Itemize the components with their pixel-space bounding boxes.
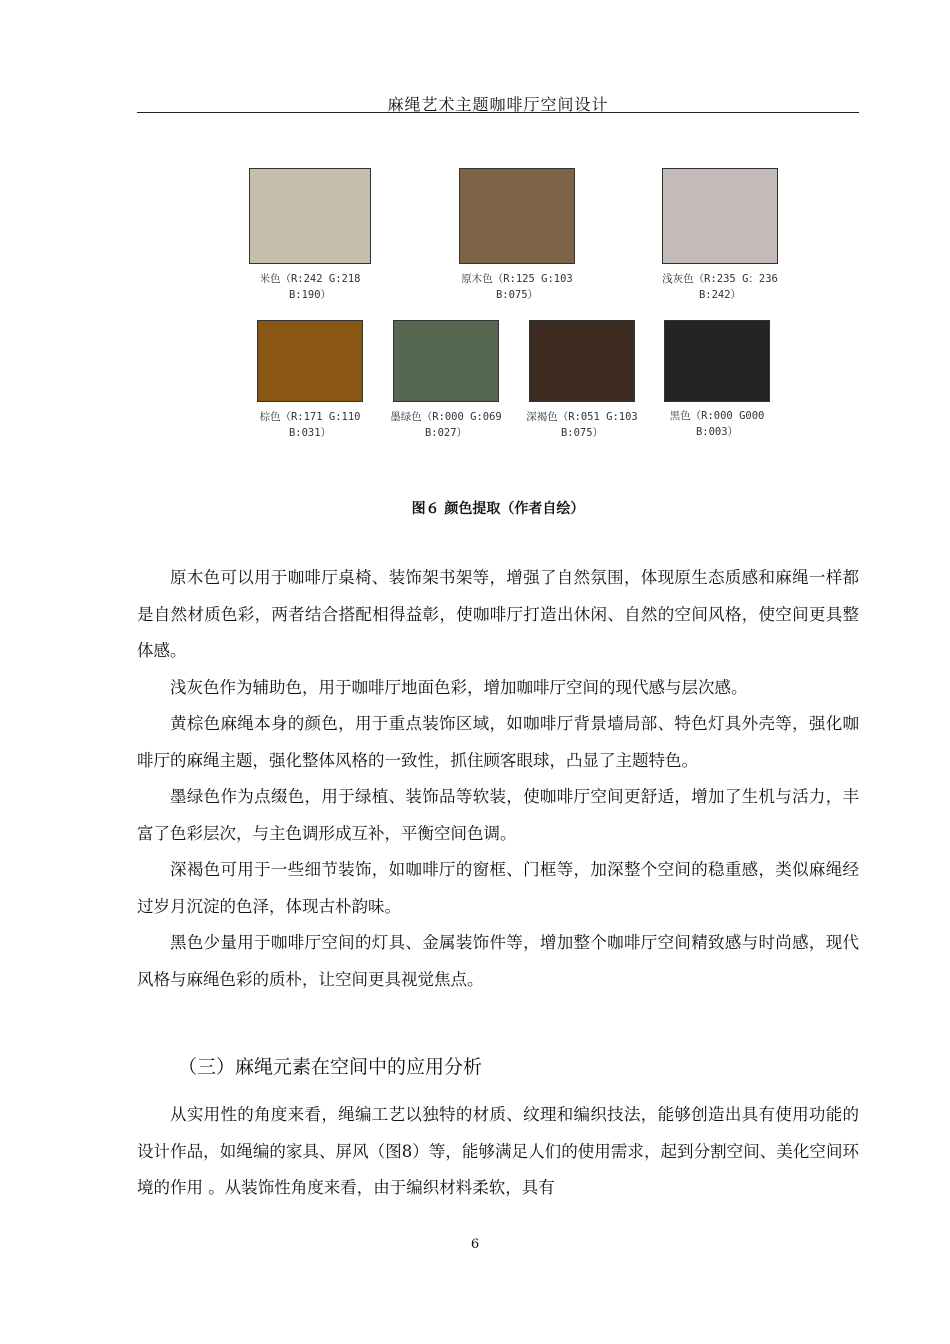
swatch-label-line: B:242） bbox=[698, 289, 742, 301]
swatch-label-line: B:190） bbox=[288, 289, 332, 301]
swatch-label-line: 深褐色（R:051 G:103 bbox=[526, 411, 638, 423]
swatch-label-line: 棕色（R:171 G:110 bbox=[259, 411, 361, 423]
paragraph: 黑色少量用于咖啡厅空间的灯具、金属装饰件等，增加整个咖啡厅空间精致感与时尚感，现代风格与麻绳色彩的质朴，让空间更具视觉焦点。 bbox=[137, 933, 859, 989]
swatch-label-black bbox=[637, 408, 797, 440]
swatch-label-line: B:003） bbox=[695, 426, 739, 438]
swatch-beige bbox=[249, 168, 371, 264]
swatch-label-line: 浅灰色（R:235 G：236 bbox=[662, 273, 778, 285]
paragraph: 墨绿色作为点缀色，用于绿植、装饰品等软装，使咖啡厅空间更舒适，增加了生机与活力，丰富了色彩层次，与主色调形成互补，平衡空间色调。 bbox=[137, 787, 859, 843]
paragraph: 黄棕色麻绳本身的颜色，用于重点装饰区域，如咖啡厅背景墙局部、特色灯具外壳等，强化咖啡厅的麻绳主题，强化整体风格的一致性，抓住顾客眼球，凸显了主题特色。 bbox=[137, 714, 859, 770]
swatch-label-line: 墨绿色（R:000 G:069 bbox=[390, 411, 502, 423]
section-body bbox=[137, 1097, 859, 1207]
swatch-log-wood bbox=[459, 168, 575, 264]
running-header: 麻绳艺术主题咖啡厅空间设计 bbox=[387, 95, 609, 114]
swatch-label-line: 黑色（R:000 G000 bbox=[669, 410, 765, 422]
swatch-label-line: 米色（R:242 G:218 bbox=[259, 273, 361, 285]
swatch-black bbox=[664, 320, 770, 402]
swatch-light-gray bbox=[662, 168, 778, 264]
swatch-label-light-gray bbox=[640, 271, 800, 303]
header-rule bbox=[137, 112, 859, 113]
swatch-dark-brown bbox=[529, 320, 635, 402]
paragraph: 深褐色可用于一些细节装饰，如咖啡厅的窗框、门框等，加深整个空间的稳重感，类似麻绳经过岁月沉淀的色泽，体现古朴韵味。 bbox=[137, 860, 859, 916]
page-number: 6 bbox=[470, 1237, 480, 1252]
section-heading: （三）麻绳元素在空间中的应用分析 bbox=[178, 1056, 483, 1078]
swatch-dark-green bbox=[393, 320, 499, 402]
swatch-label-line: B:031） bbox=[288, 427, 332, 439]
swatch-label-line: B:075） bbox=[560, 427, 604, 439]
swatch-brown bbox=[257, 320, 363, 402]
figure-caption: 图６ 颜色提取（作者自绘） bbox=[411, 501, 585, 517]
swatch-label-beige bbox=[230, 271, 390, 303]
paragraph: 浅灰色作为辅助色，用于咖啡厅地面色彩，增加咖啡厅空间的现代感与层次感。 bbox=[170, 677, 748, 697]
paragraph: 从实用性的角度来看，绳编工艺以独特的材质、纹理和编织技法，能够创造出具有使用功能的设计作品，如绳编的家具、屏风（图8）等，能够满足人们的使用需求，起到分割空间、美化空间环境的作用 。从装饰性角度来看，由于编织材料柔软，具有 bbox=[137, 1105, 859, 1197]
paragraph: 原木色可以用于咖啡厅桌椅、装饰架书架等，增强了自然氛围，体现原生态质感和麻绳一样都是自然材质色彩，两者结合搭配相得益彰，使咖啡厅打造出休闲、自然的空间风格，使空间更具整体感。 bbox=[137, 568, 859, 660]
body-paragraphs bbox=[137, 560, 859, 998]
swatch-label-line: B:075） bbox=[495, 289, 539, 301]
swatch-label-line: 原木色（R:125 G:103 bbox=[461, 273, 573, 285]
swatch-label-line: B:027） bbox=[424, 427, 468, 439]
swatch-label-log-wood bbox=[437, 271, 597, 303]
